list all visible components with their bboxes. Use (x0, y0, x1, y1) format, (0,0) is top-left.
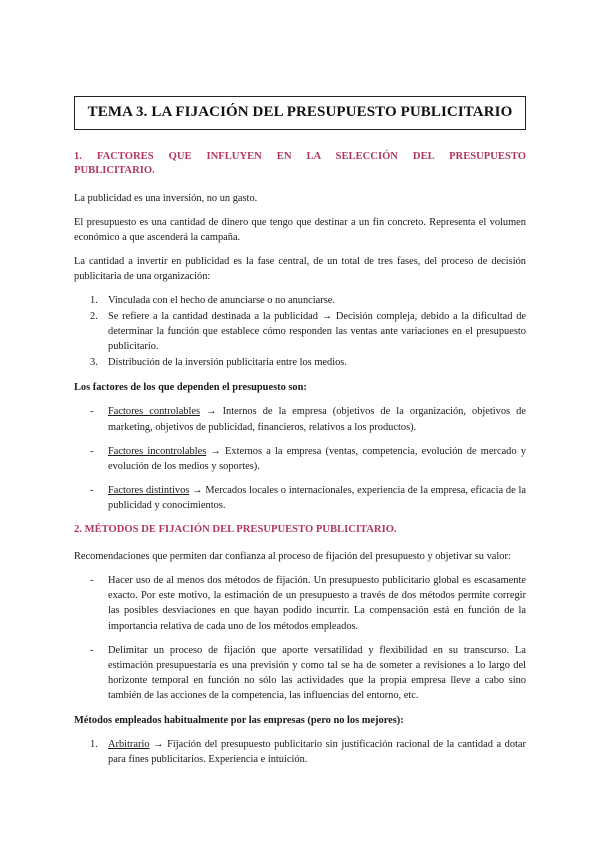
method-term: Arbitrario (108, 739, 150, 750)
factor-term: Factores incontrolables (108, 445, 207, 457)
list-item-text: Distribución de la inversión publicitaria entre los medios. (108, 357, 347, 369)
dash-bullet: - (90, 644, 94, 656)
list-number: 1. (90, 294, 98, 306)
factor-term: Factores distintivos (108, 484, 190, 496)
list-item (74, 483, 526, 513)
arrow-icon: → (206, 406, 217, 418)
methods-list (74, 737, 526, 767)
list-item (74, 737, 526, 767)
methods-heading: Métodos empleados habitualmente por las empresas (pero no los mejores): (74, 714, 404, 726)
method-description: Fijación del presupuesto publicitario sin justificación racional de la cantidad a dotar para fines publicitarios. Experiencia e intuición. (108, 739, 526, 766)
dash-bullet: - (90, 445, 94, 457)
document-body (74, 150, 526, 777)
arrow-icon: → (153, 739, 164, 750)
list-number: 3. (90, 357, 98, 369)
paragraph-recommendations-intro: Recomendaciones que permiten dar confianza al proceso de fijación del presupuesto y objetivar su valor: (74, 551, 511, 563)
list-number: 2. (90, 311, 98, 323)
arrow-icon: → (210, 445, 221, 457)
dash-bullet: - (90, 575, 94, 587)
document-title: TEMA 3. LA FIJACIÓN DEL PRESUPUESTO PUBLICITARIO (74, 96, 526, 130)
arrow-icon: → (192, 484, 203, 496)
paragraph-budget-definition: El presupuesto es una cantidad de dinero que tengo que destinar a un fin concreto. Representa el volumen económico a que ascenderá la campaña. (74, 216, 526, 243)
list-item-text: Se refiere a la cantidad destinada a la publicidad → Decisión compleja, debido a la dificultad de determinar la función que establece cómo responden las ventas ante variaciones en el presupuesto publicitario. (108, 311, 526, 353)
list-number: 1. (90, 739, 98, 750)
list-item (74, 404, 526, 434)
list-item-text: Vinculada con el hecho de anunciarse o no anunciarse. (108, 294, 336, 306)
list-item-text: Delimitar un proceso de fijación que aporte versatilidad y flexibilidad en su transcurso. La estimación presupuestaria es una previsión y como tal se ha de someter a revisiones a lo largo del horizonte temporal en función no sólo las actividades que la propia empresa lleve a cabo sino también de las acciones de la competencia, las influencias del entorno, etc. (108, 644, 526, 701)
factor-description: Internos de la empresa (objetivos de la organización, objetivos de marketing, objetivos de publicidad, financieros, relativos a los productos). (108, 406, 526, 433)
list-item (74, 444, 526, 474)
factors-heading: Los factores de los que dependen el presupuesto son: (74, 382, 307, 394)
phases-list (74, 293, 526, 370)
factor-description: Mercados locales o internacionales, experiencia de la empresa, eficacia de la publicidad y conocimientos. (108, 484, 527, 511)
factor-term: Factores controlables (108, 406, 201, 418)
factor-description: Externos a la empresa (ventas, competencia, evolución de mercado y evolución de los medios y soportes). (108, 445, 526, 472)
recommendations-list (74, 573, 526, 703)
list-item (74, 573, 526, 633)
dash-bullet: - (90, 406, 94, 418)
list-item-text: Hacer uso de al menos dos métodos de fijación. Un presupuesto publicitario global es escasamente exacto. Por este motivo, la estimación de un presupuesto a través de dos métodos permite corregir las posibles desviaciones en que hayan podido incurrir. La compensación está en función de la importancia relativa de cada uno de los métodos empleados. (108, 575, 526, 632)
list-item (74, 309, 526, 354)
paragraph-phases-intro: La cantidad a invertir en publicidad es la fase central, de un total de tres fases, del proceso de decisión publicitaria de una organización: (74, 255, 526, 282)
list-item (74, 355, 526, 370)
dash-bullet: - (90, 484, 94, 496)
section-2-heading: 2. MÉTODOS DE FIJACIÓN DEL PRESUPUESTO PUBLICITARIO. (74, 523, 397, 535)
list-item (74, 643, 526, 703)
paragraph-investment: La publicidad es una inversión, no un gasto. (74, 192, 258, 204)
list-item (74, 293, 526, 308)
factors-list (74, 404, 526, 512)
section-1-heading: 1. FACTORES QUE INFLUYEN EN LA SELECCIÓN DEL PRESUPUESTO PUBLICITARIO. (74, 151, 526, 177)
